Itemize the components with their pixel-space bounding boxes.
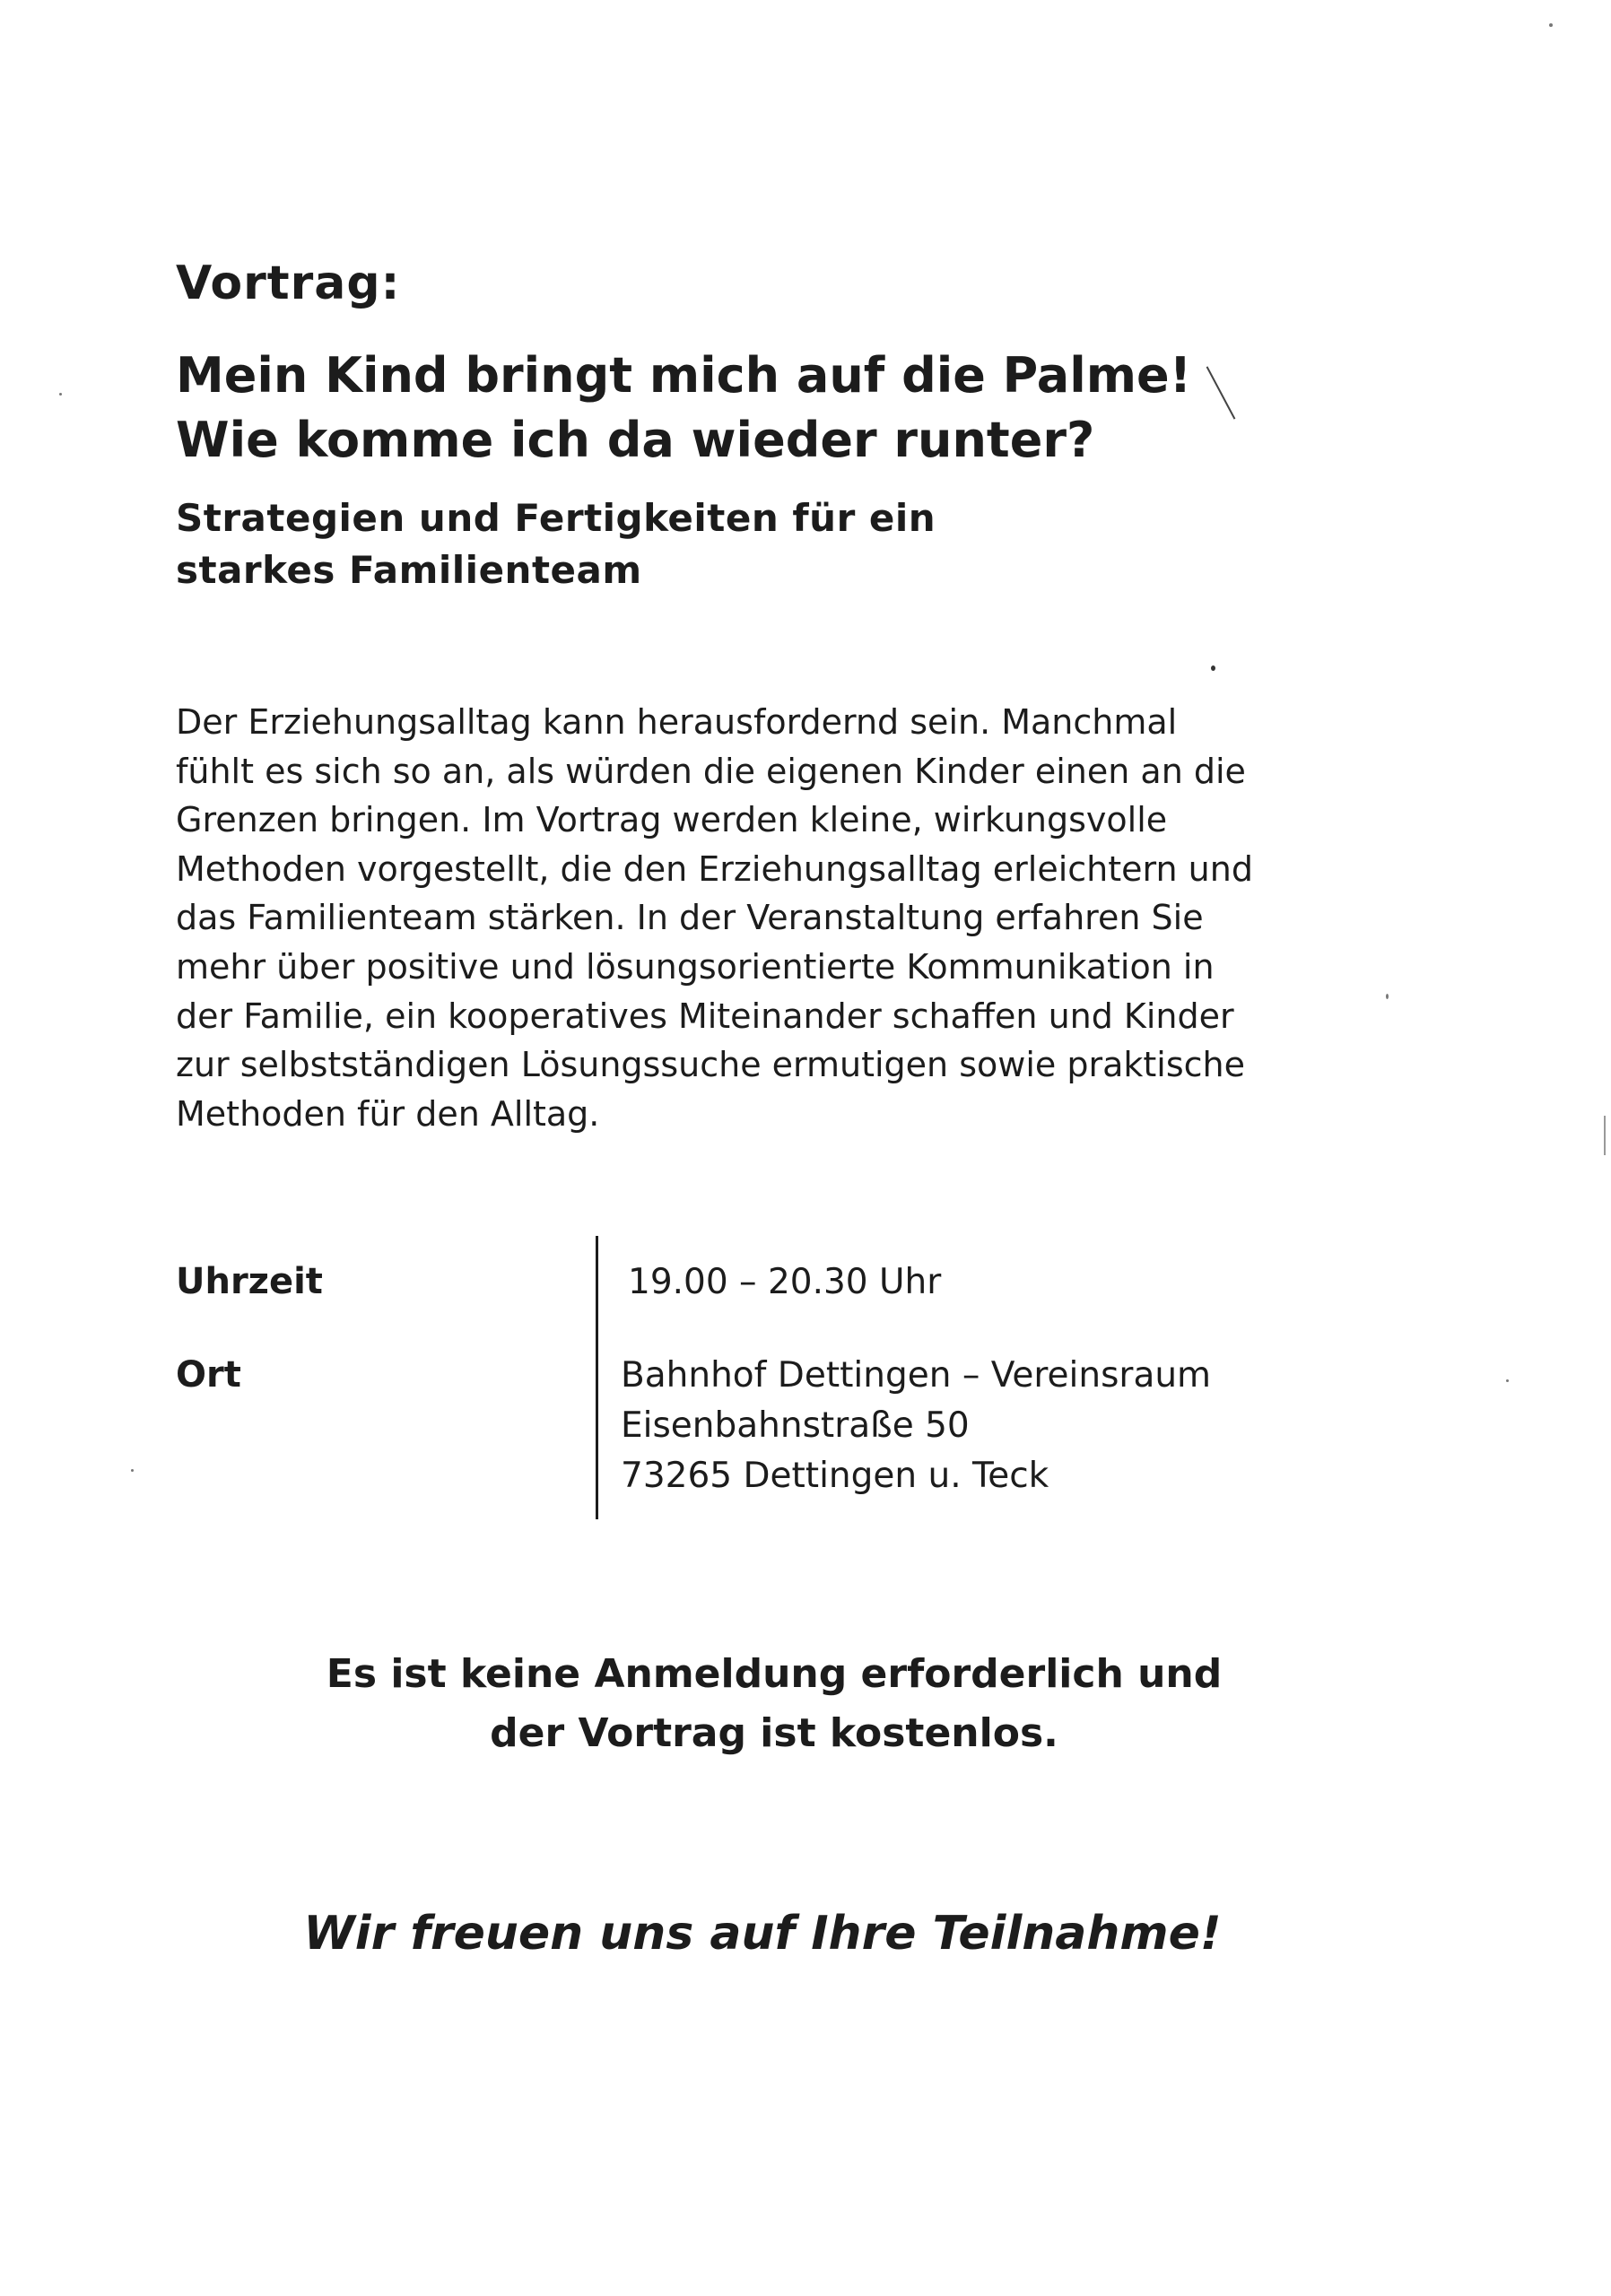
registration-notice (0, 1645, 1548, 1763)
scan-mark (1604, 1116, 1606, 1155)
scan-mark (1206, 366, 1236, 419)
body-line: der Familie, ein kooperatives Miteinander schaffen und Kinder (176, 996, 1234, 1036)
body-line: fühlt es sich so an, als würden die eigenen Kinder einen an die (176, 751, 1246, 791)
body-line: Methoden vorgestellt, die den Erziehungsalltag erleichtern und (176, 848, 1253, 889)
body-line: das Familienteam stärken. In der Veranstaltung erfahren Sie (176, 898, 1204, 938)
place-label: Ort (176, 1354, 241, 1396)
body-line: Methoden für den Alltag. (176, 1093, 600, 1134)
document-subtitle (176, 492, 936, 596)
body-line: zur selbstständigen Lösungssuche ermutigen sowie praktische (176, 1045, 1245, 1085)
info-divider (596, 1236, 598, 1519)
closing-line: Wir freuen uns auf Ihre Teilnahme! (303, 1907, 1222, 1961)
document-label: Vortrag: (176, 257, 401, 310)
scan-speck (1549, 23, 1553, 27)
place-value (621, 1351, 1211, 1501)
body-paragraph (176, 698, 1485, 1138)
title-line: Mein Kind bringt mich auf die Palme! (176, 347, 1192, 404)
place-line: Eisenbahnstraße 50 (621, 1405, 970, 1446)
scan-speck (59, 393, 62, 396)
body-line: Grenzen bringen. Im Vortrag werden kleine, wirkungsvolle (176, 800, 1168, 840)
subtitle-line: starkes Familienteam (176, 548, 642, 592)
scan-speck (1211, 665, 1215, 671)
body-line: Der Erziehungsalltag kann herausfordernd sein. Manchmal (176, 702, 1178, 742)
notice-line: der Vortrag ist kostenlos. (490, 1710, 1058, 1756)
notice-line: Es ist keine Anmeldung erforderlich und (326, 1651, 1223, 1697)
time-value: 19.00 – 20.30 Uhr (628, 1262, 942, 1302)
scan-speck (1386, 994, 1389, 999)
title-line: Wie komme ich da wieder runter? (176, 412, 1095, 468)
place-line: Bahnhof Dettingen – Vereinsraum (621, 1355, 1212, 1396)
scan-speck (1506, 1379, 1509, 1382)
body-line: mehr über positive und lösungsorientierte Kommunikation in (176, 946, 1215, 987)
subtitle-line: Strategien und Fertigkeiten für ein (176, 496, 936, 540)
document-title (176, 344, 1191, 473)
scan-speck (131, 1469, 134, 1472)
place-line: 73265 Dettingen u. Teck (621, 1456, 1049, 1496)
time-label: Uhrzeit (176, 1261, 323, 1302)
